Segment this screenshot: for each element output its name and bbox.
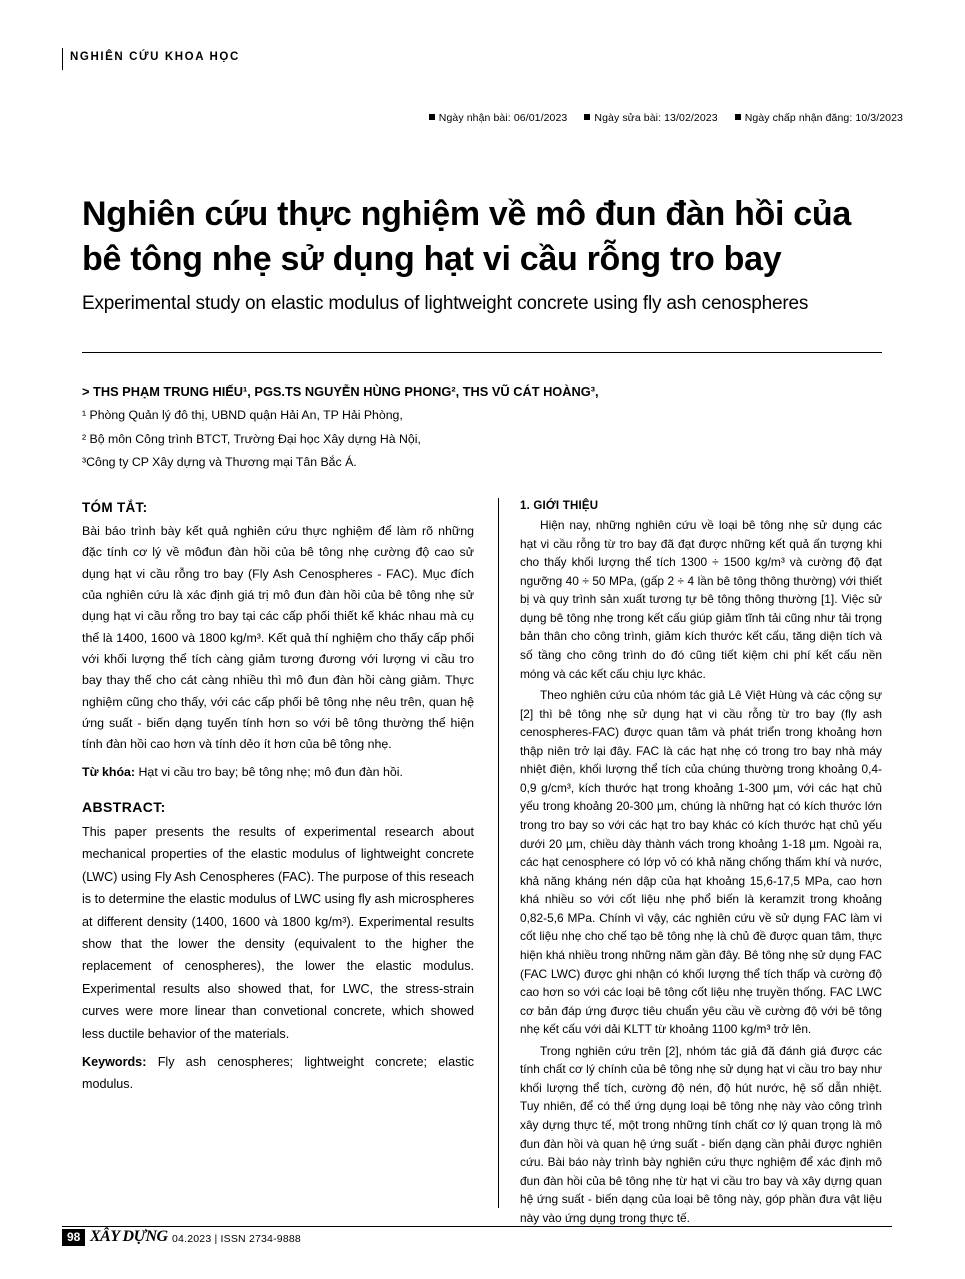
tukhoa-label: Từ khóa: [82,764,136,779]
tukhoa-line [82,762,474,783]
submission-dates [429,112,903,124]
footer-divider [62,1226,892,1227]
bullet-square-icon [429,114,435,120]
title-divider [82,352,882,353]
date-revised-text: Ngày sửa bài: 13/02/2023 [594,112,718,124]
tukhoa-body: Hạt vi cầu tro bay; bê tông nhẹ; mô đun đàn hồi. [135,764,403,779]
date-revised [584,112,717,124]
title-block [82,192,882,316]
running-head-rule [62,48,63,70]
running-head [62,48,892,74]
author-block [82,380,882,474]
intro-paragraph-3: Trong nghiên cứu trên [2], nhóm tác giả đã đánh giá được các tính chất cơ lý chính của bê tông nhẹ sử dụng hạt vi cầu tro bay như khối lượng thể tích, cường độ nén, độ hút nước, hệ số dẫn nhiệt. Tuy nhiên, để có thể ứng dụng loại bê tông nhẹ này vào công trình xây dựng thực tế, một trong những tính chất cơ lý quan trọng là mô đun đàn hồi và quan hệ ứng suất - biến dạng cần phải được nghiên cứu. Bài báo này trình bày nghiên cứu thực nghiệm để xác định mô đun đàn hồi của bê tông nhẹ từ hạt vi cầu tro bay và xây dựng quan hệ ứng suất - biến dạng của loại bê tông này, góp phần đưa vật liệu này vào ứng dụng trong thực tế. [520,1043,882,1225]
author-affiliation-1: ¹ Phòng Quản lý đô thị, UBND quận Hải An, TP Hải Phòng, [82,408,403,423]
journal-brand: XÂY DỰNG [90,1228,168,1245]
author-affiliation-2: ² Bộ môn Công trình BTCT, Trường Đại học Xây dựng Hà Nội, [82,431,421,446]
page-footer [62,1229,892,1251]
abstract-heading: ABSTRACT: [82,798,166,815]
right-column [520,500,882,1230]
tomtat-heading: TÓM TẮT: [82,500,148,515]
page-title-en: Experimental study on elastic modulus of lightweight concrete using fly ash cenospheres [82,292,809,314]
tomtat-body: Bài báo trình bày kết quả nghiên cứu thực nghiệm để làm rõ những đặc tính cơ lý về môđun đàn hồi của bê tông nhẹ cường độ cao sử dụng hạt vi cầu rỗng tro bay (Fly Ash Cenospheres - FAC). Mục đích của nghiên cứu là xác định giá trị mô đun đàn hồi của bê tông nhẹ sử dụng hạt vi cầu rỗng tro bay tại các cấp phối thiết kế khác nhau mà cụ thể là 1400, 1600 và 1800 kg/m³. Kết quả thí nghiệm cho thấy cấp phối với khối lượng thể tích càng giảm tương đương với lượng vi cầu tro bay thay thế cho cát càng nhiều thì mô đun đàn hồi càng giảm. Thực nghiệm cũng cho thấy, với các cấp phối bê tông nhẹ nêu trên, quan hệ ứng suất - biến dạng tuyến tính hơn so với bê tông thường thể hiện tính đàn hồi cao hơn và tính dẻo ít hơn của bê tông nhẹ. [82,524,474,752]
page-title-vi-line1: Nghiên cứu thực nghiệm về mô đun đàn hồi của [82,195,851,233]
author-affiliation-3: ³Công ty CP Xây dựng và Thương mại Tân Bắc Á. [82,455,357,470]
left-column [82,500,474,1102]
running-head-text: NGHIÊN CỨU KHOA HỌC [70,51,240,63]
intro-paragraph-2: Theo nghiên cứu của nhóm tác giả Lê Việt Hùng và các cộng sự [2] thì bê tông nhẹ sử dụng hạt vi cầu rỗng từ tro bay (fly ash cenospheres-FAC) được quan tâm và phát triển trong khoảng hơn thập niên trở lại đây. FAC là các hạt nhẹ có trong tro bay nhà máy nhiệt điện, khối lượng thể tích của chúng thường trong khoảng 0,4-0,9 g/cm³, kích thước hạt trong khoảng 1-300 µm, với các hạt chủ yếu trong khoảng 20-300 µm, chúng là những hạt có kích thước lớn trong tro bay so với các hạt tro bay khác có kích thước hạt chủ yếu dưới 20 µm, chiều dày thành vách trong khoảng 1-18 µm. Ngoài ra, các hạt cenosphere có lớp vỏ có khả năng chống thấm khí và nước, khả năng kháng nén dập của hạt khoảng 15,6-17,5 MPa, cao hơn khá nhiều so với cốt liệu nhẹ phổ biến là keramzit trong khoảng 0,82-5,6 MPa. Chính vì vậy, các nghiên cứu về sử dụng FAC làm vi cốt liệu nhẹ cho chế tạo bê tông nhẹ là chủ đề được quan tâm, thực hiện khá nhiều trong những năm gần đây. Bê tông nhẹ sử dụng FAC (FAC LWC) được ghi nhận có khối lượng thể tích thấp và cường độ cao hơn so với các loại bê tông cốt liệu nhẹ truyền thống. FAC LWC cơ bản đáp ứng được tiêu chuẩn yêu cầu về cường độ với bê tông nhẹ kết cấu với dải KLTT từ khoảng 1100 kg/m³ trở lên. [520,688,882,1037]
keywords-line [82,1051,474,1096]
page-title-vi [82,192,882,282]
date-accepted [735,112,903,124]
bullet-square-icon [735,114,741,120]
date-accepted-text: Ngày chấp nhận đăng: 10/3/2023 [744,112,903,124]
abstract-body: This paper presents the results of experimental research about mechanical properties of the elastic modulus of lightweight concrete (LWC) using Fly Ash Cenospheres (FAC). The purpose of this reseach is to determine the elastic modulus of LWC using fly ash microspheres at different density (1400, 1600 và 1800 kg/m³). Experimental results show that the lower the density (equivalent to the higher the replacement of cenospheres), the lower the elastic modulus. Experimental results also showed that, for LWC, the stress-strain curves were more linear than convetional concrete, which showed less ductile behavior of the materials. [82,824,474,1041]
intro-paragraph-1: Hiện nay, những nghiên cứu về loại bê tông nhẹ sử dụng các hạt vi cầu rỗng từ tro bay đã đạt được những kết quả ấn tượng khi cho thấy khối lượng thể tích 1300 ÷ 1500 kg/m³ và cường độ đạt ngưỡng 40 ÷ 50 MPa, (gấp 2 ÷ 4 lần bê tông thông thường) với thiết bị và quy trình sản xuất tương tự bê tông thông thường [1]. Việc sử dụng bê tông nhẹ trong kết cấu giúp giảm tĩnh tải cũng như tải trọng bản thân cho công trình, giảm kích thước kết cấu, tăng diện tích và số tầng cho công trình do đó cũng tiết kiệm chi phí kết cấu nền móng và các kết cấu chịu lực khác. [520,518,882,681]
footer-meta: 04.2023 | ISSN 2734-9888 [172,1233,301,1245]
author-names: > THS PHẠM TRUNG HIẾU¹, PGS.TS NGUYỄN HÙNG PHONG², THS VŨ CÁT HOÀNG³, [82,384,599,399]
keywords-body: Fly ash cenospheres; lightweight concrete; elastic modulus. [82,1055,474,1092]
date-received-text: Ngày nhận bài: 06/01/2023 [438,112,568,124]
section-heading-intro: 1. GIỚI THIỆU [520,500,599,512]
keywords-label: Keywords: [82,1055,147,1069]
bullet-square-icon [584,114,590,120]
column-divider [498,498,499,1208]
page-number: 98 [62,1229,85,1246]
page-title-vi-line2: bê tông nhẹ sử dụng hạt vi cầu rỗng tro bay [82,239,782,278]
date-received [429,112,568,124]
